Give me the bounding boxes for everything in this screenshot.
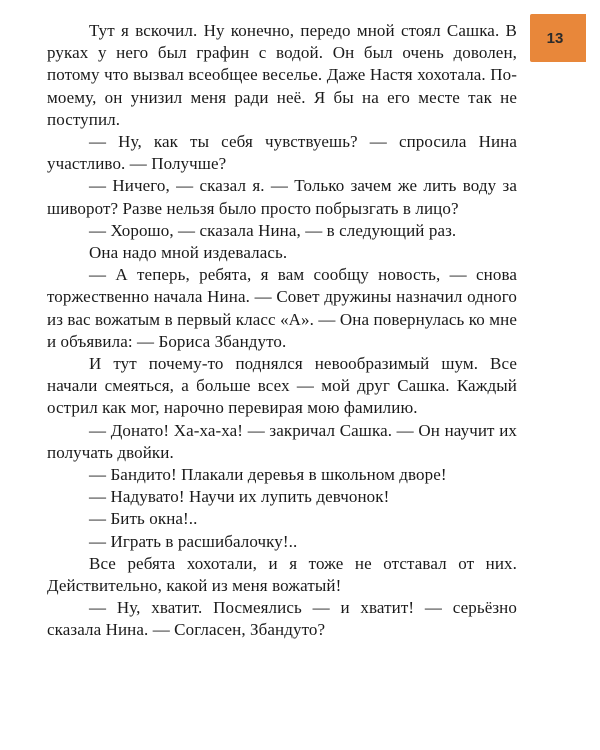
- paragraph: — А теперь, ребята, я вам сообщу новость, — снова торжественно начала Нина. — Совет дружины назначил одного из вас вожатым в первый класс «А». — Она повернулась ко мне и объявила: — Бориса Збандуто.: [47, 265, 517, 351]
- page-number-badge: [530, 14, 586, 62]
- paragraph: — Бандито! Плакали деревья в школьном дворе!: [89, 465, 447, 485]
- paragraph: — Надувато! Научи их лупить девчонок!: [89, 487, 390, 507]
- paragraph: — Играть в расшибалочку!..: [89, 531, 298, 551]
- paragraph: — Донато! Ха-ха-ха! — закричал Сашка. — Он научит их получать двойки.: [47, 420, 517, 462]
- paragraph: Тут я вскочил. Ну конечно, передо мной стоял Сашка. В руках у него был графин с водой. Он был очень доволен, потому что вызвал всеобщее веселье. Даже Настя хохотала. По-моему, он унизил меня ради неё. Я бы на его месте так не поступил.: [47, 21, 517, 129]
- paragraph: Она надо мной издевалась.: [89, 243, 288, 263]
- page-number: 13: [546, 29, 564, 47]
- paragraph: — Ну, хватит. Посмеялись — и хватит! — серьёзно сказала Нина. — Согласен, Збандуто?: [47, 598, 517, 640]
- paragraph: — Хорошо, — сказала Нина, — в следующий раз.: [89, 220, 457, 240]
- paragraph: — Бить окна!..: [89, 509, 198, 529]
- paragraph: И тут почему-то поднялся невообразимый шум. Все начали смеяться, а больше всех — мой друг Сашка. Каждый острил как мог, нарочно перевирая мою фамилию.: [47, 354, 517, 418]
- page-text: [47, 20, 517, 642]
- paragraph: Все ребята хохотали, и я тоже не отставал от них. Действительно, какой из меня вожатый!: [47, 553, 517, 596]
- paragraph: — Ну, как ты себя чувствуешь? — спросила Нина участливо. — Получше?: [47, 132, 517, 174]
- paragraph: — Ничего, — сказал я. — Только зачем же лить воду за шиворот? Разве нельзя было просто побрызгать в лицо?: [47, 176, 517, 218]
